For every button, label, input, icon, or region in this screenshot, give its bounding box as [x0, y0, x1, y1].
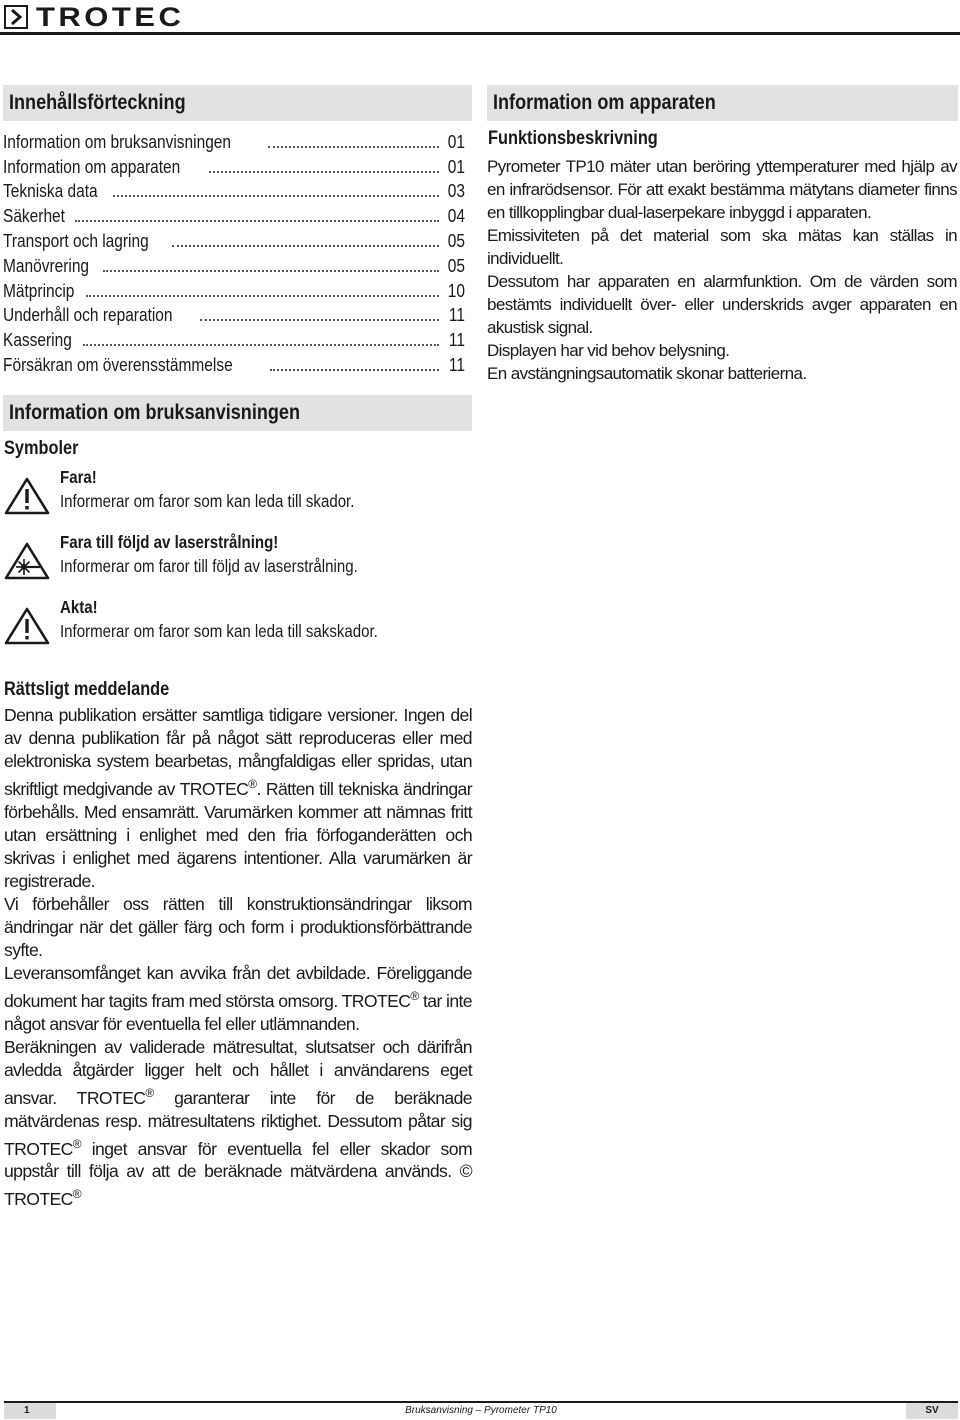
toc-leader-dots — [268, 146, 439, 148]
logo-chevron-icon — [4, 5, 28, 29]
toc-item[interactable] — [3, 252, 465, 277]
device-info-heading: Information om apparaten — [487, 85, 958, 121]
toc-item-title: Försäkran om överensstämmelse — [3, 354, 233, 375]
toc-leader-dots — [113, 195, 439, 197]
toc-item-title: Information om bruksanvisningen — [3, 131, 232, 152]
legal-heading: Rättsligt meddelande — [4, 679, 170, 700]
function-description-heading: Funktionsbeskrivning — [488, 128, 658, 149]
warning-triangle-icon — [4, 477, 50, 520]
legal-paragraph: Leveransomfånget kan avvika från det avbildade. Föreliggande dokument har tagits fram med största omsorg. TROTEC® tar inte något ansvar för eventuella fel eller utlämnanden. — [4, 962, 472, 1034]
device-paragraph: Dessutom har apparaten en alarmfunktion. Om de värden som bestämts individuellt över- eller underskrids avger apparaten en akustisk signal. — [487, 272, 957, 337]
device-paragraph: Displayen har vid behov belysning. — [487, 341, 730, 360]
toc-item-page: 05 — [447, 255, 465, 276]
language-code: SV — [906, 1403, 958, 1419]
toc-leader-dots — [172, 245, 439, 247]
toc-leader-dots — [86, 295, 439, 297]
symbol-title: Fara till följd av laserstrålning! — [60, 532, 279, 552]
symbols-heading: Symboler — [4, 438, 79, 459]
toc-leader-dots — [83, 344, 439, 346]
toc-item-page: 01 — [447, 156, 465, 177]
toc-leader-dots — [103, 270, 439, 272]
toc-leader-dots — [270, 369, 439, 371]
toc-item-title: Tekniska data — [3, 181, 98, 202]
legal-paragraph: Denna publikation ersätter samtliga tidigare versioner. Ingen del av denna publikation får på något sätt reproduceras eller med elektroniska system bearbetas, mångfaldigas eller spridas, utan skriftligt medgivande av TROTEC®. Rätten till tekniska ändringar förbehålls. Med ensamrätt. Varumärken kommer att nämnas fritt utan ersättning i enlighet med den fria förfoganderätten och skrivas i enlighet med ägarens intentioner. Alla varumärken är registrerade. — [4, 705, 472, 891]
symbol-caution — [4, 597, 464, 649]
legal-text — [4, 704, 472, 1211]
symbol-laser-danger — [4, 532, 464, 584]
page-footer — [4, 1401, 958, 1419]
table-of-contents — [3, 128, 465, 376]
toc-item-page: 01 — [447, 131, 465, 152]
toc-item-title: Transport och lagring — [3, 230, 149, 251]
device-paragraph: Emissiviteten på det material som ska mätas kan ställas in individuellt. — [487, 226, 957, 268]
toc-item[interactable] — [3, 178, 465, 203]
symbol-description: Informerar om faror som kan leda till skador. — [60, 491, 355, 511]
laser-warning-icon — [4, 542, 50, 585]
toc-item[interactable] — [3, 302, 465, 327]
toc-leader-dots — [209, 171, 439, 173]
toc-item[interactable] — [3, 128, 465, 153]
toc-item[interactable] — [3, 326, 465, 351]
symbol-title: Akta! — [60, 597, 98, 617]
manual-info-heading: Information om bruksanvisningen — [3, 395, 472, 431]
symbol-title: Fara! — [60, 467, 97, 487]
toc-heading: Innehållsförteckning — [3, 85, 472, 121]
toc-item-page: 05 — [447, 230, 465, 251]
toc-item[interactable] — [3, 227, 465, 252]
toc-item[interactable] — [3, 277, 465, 302]
toc-item[interactable] — [3, 153, 465, 178]
toc-item-title: Underhåll och reparation — [3, 305, 173, 326]
header-rule — [0, 32, 960, 35]
footer-title: Bruksanvisning – Pyrometer TP10 — [405, 1405, 557, 1416]
toc-item-page: 11 — [448, 354, 465, 375]
toc-item-page: 11 — [448, 330, 465, 351]
toc-item-page: 04 — [447, 206, 465, 227]
toc-item-page: 10 — [447, 280, 465, 301]
toc-item-title: Manövrering — [3, 255, 90, 276]
toc-leader-dots — [75, 220, 439, 222]
device-paragraph: En avstängningsautomatik skonar batterierna. — [487, 364, 807, 383]
toc-item-title: Kassering — [3, 330, 72, 351]
device-paragraph: Pyrometer TP10 mäter utan beröring yttemperaturer med hjälp av en infrarödsensor. För att exakt bestämma mätytans diameter finns en tillkopplingbar dual-laserpekare inbyggd i apparaten. — [487, 157, 957, 222]
symbol-description: Informerar om faror till följd av laserstrålning. — [60, 556, 358, 576]
symbol-description: Informerar om faror som kan leda till sakskador. — [60, 621, 378, 641]
device-description — [487, 155, 957, 385]
logo-text: TROTEC — [36, 1, 185, 32]
trotec-logo — [4, 1, 185, 32]
warning-triangle-icon — [4, 607, 50, 650]
symbol-danger — [4, 467, 464, 519]
toc-item-title: Säkerhet — [3, 206, 65, 227]
toc-item[interactable] — [3, 202, 465, 227]
toc-item-page: 11 — [448, 305, 465, 326]
toc-item-page: 03 — [447, 181, 465, 202]
toc-item-title: Information om apparaten — [3, 156, 181, 177]
legal-paragraph: Beräkningen av validerade mätresultat, slutsatser och därifrån avledda åtgärder ligger helt och hållet i användarens eget ansvar. TROTEC® garanterar inte för de beräknade mätvärdenas resp. mätresultatens riktighet. Dessutom påtar sig TROTEC® inget ansvar för eventuella fel eller skador som uppstår till följa av att de beräknade mätvärdena används. © TROTEC® — [4, 1036, 472, 1210]
page-number: 1 — [4, 1403, 56, 1419]
toc-item-title: Mätprincip — [3, 280, 75, 301]
toc-leader-dots — [200, 319, 439, 321]
legal-paragraph: Vi förbehåller oss rätten till konstruktionsändringar liksom ändringar när det gäller färg och form i produktionsförbättrande syfte. — [4, 893, 472, 960]
toc-item[interactable] — [3, 351, 465, 376]
